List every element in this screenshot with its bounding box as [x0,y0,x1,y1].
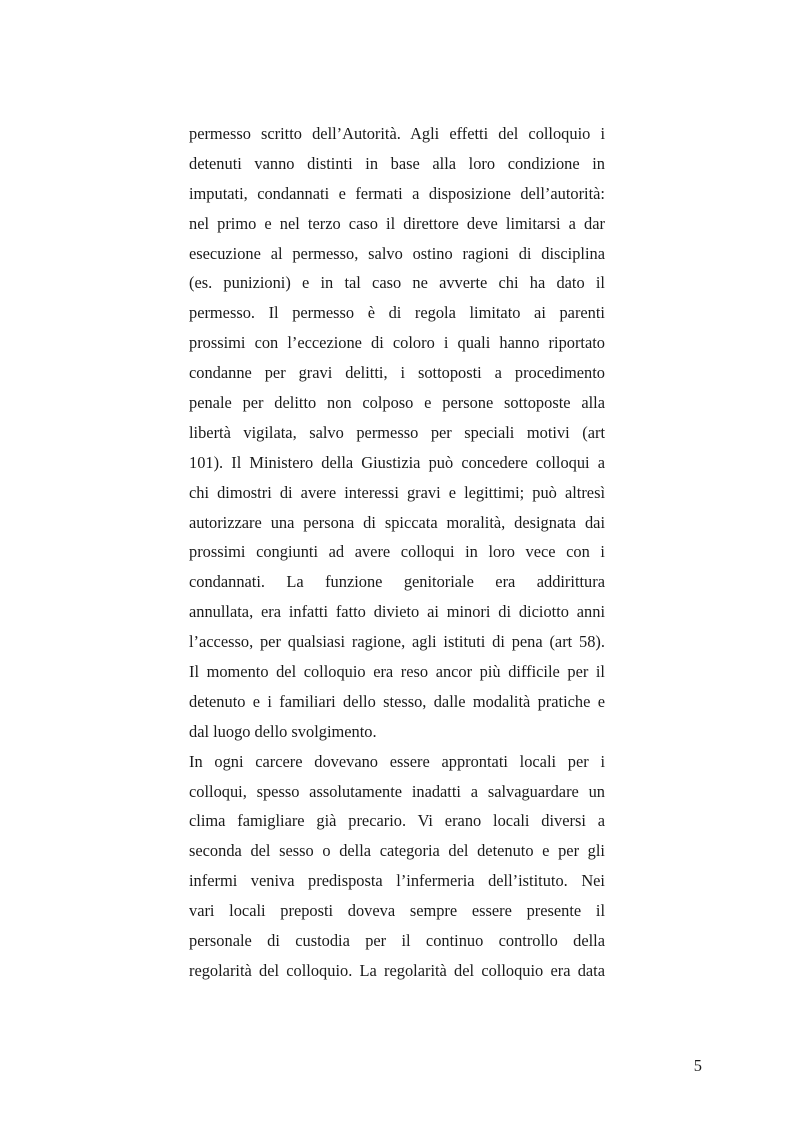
text-line: permesso. Il permesso è di regola limitato ai parenti [189,303,605,323]
text-line: chi dimostri di avere interessi gravi e legittimi; può altresì [189,482,605,502]
text-line: colloqui, spesso assolutamente inadatti a salvaguardare un [189,781,605,801]
text-line: condanne per gravi delitti, i sottoposti a procedimento [189,363,605,383]
text-line: detenuto e i familiari dello stesso, dalle modalità pratiche e [189,691,605,711]
text-line-paragraph-end: dal luogo dello svolgimento. [189,721,377,741]
text-line: clima famigliare già precario. Vi erano locali diversi a [189,811,605,831]
text-line: vari locali preposti doveva sempre essere presente il [189,901,605,921]
text-line: (es. punizioni) e in tal caso ne avverte chi ha dato il [189,273,605,293]
text-line: detenuti vanno distinti in base alla loro condizione in [189,153,605,173]
text-line: condannati. La funzione genitoriale era addirittura [189,572,605,592]
text-line: prossimi congiunti ad avere colloqui in loro vece con i [189,542,605,562]
text-line: annullata, era infatti fatto divieto ai minori di diciotto anni [189,602,605,622]
text-line: In ogni carcere dovevano essere approntati locali per i [189,751,605,771]
text-line: regolarità del colloquio. La regolarità del colloquio era data [189,960,605,980]
text-line: imputati, condannati e fermati a disposizione dell’autorità: [189,183,605,203]
page-number: 5 [693,1056,702,1075]
text-line: libertà vigilata, salvo permesso per speciali motivi (art [189,422,605,442]
text-line: esecuzione al permesso, salvo ostino ragioni di disciplina [189,243,605,263]
text-line: l’accesso, per qualsiasi ragione, agli istituti di pena (art 58). [189,632,605,652]
text-line: 101). Il Ministero della Giustizia può concedere colloqui a [189,452,605,472]
text-line: seconda del sesso o della categoria del detenuto e per gli [189,841,605,861]
text-line: autorizzare una persona di spiccata moralità, designata dai [189,512,605,532]
text-line: personale di custodia per il continuo controllo della [189,931,605,951]
text-line: prossimi con l’eccezione di coloro i quali hanno riportato [189,333,605,353]
text-line: penale per delitto non colposo e persone sottoposte alla [189,393,605,413]
text-line: infermi veniva predisposta l’infermeria dell’istituto. Nei [189,871,605,891]
text-line: nel primo e nel terzo caso il direttore deve limitarsi a dar [189,213,605,233]
body-text [189,119,605,986]
text-line: Il momento del colloquio era reso ancor più difficile per il [189,662,605,682]
text-line: permesso scritto dell’Autorità. Agli effetti del colloquio i [189,124,605,143]
